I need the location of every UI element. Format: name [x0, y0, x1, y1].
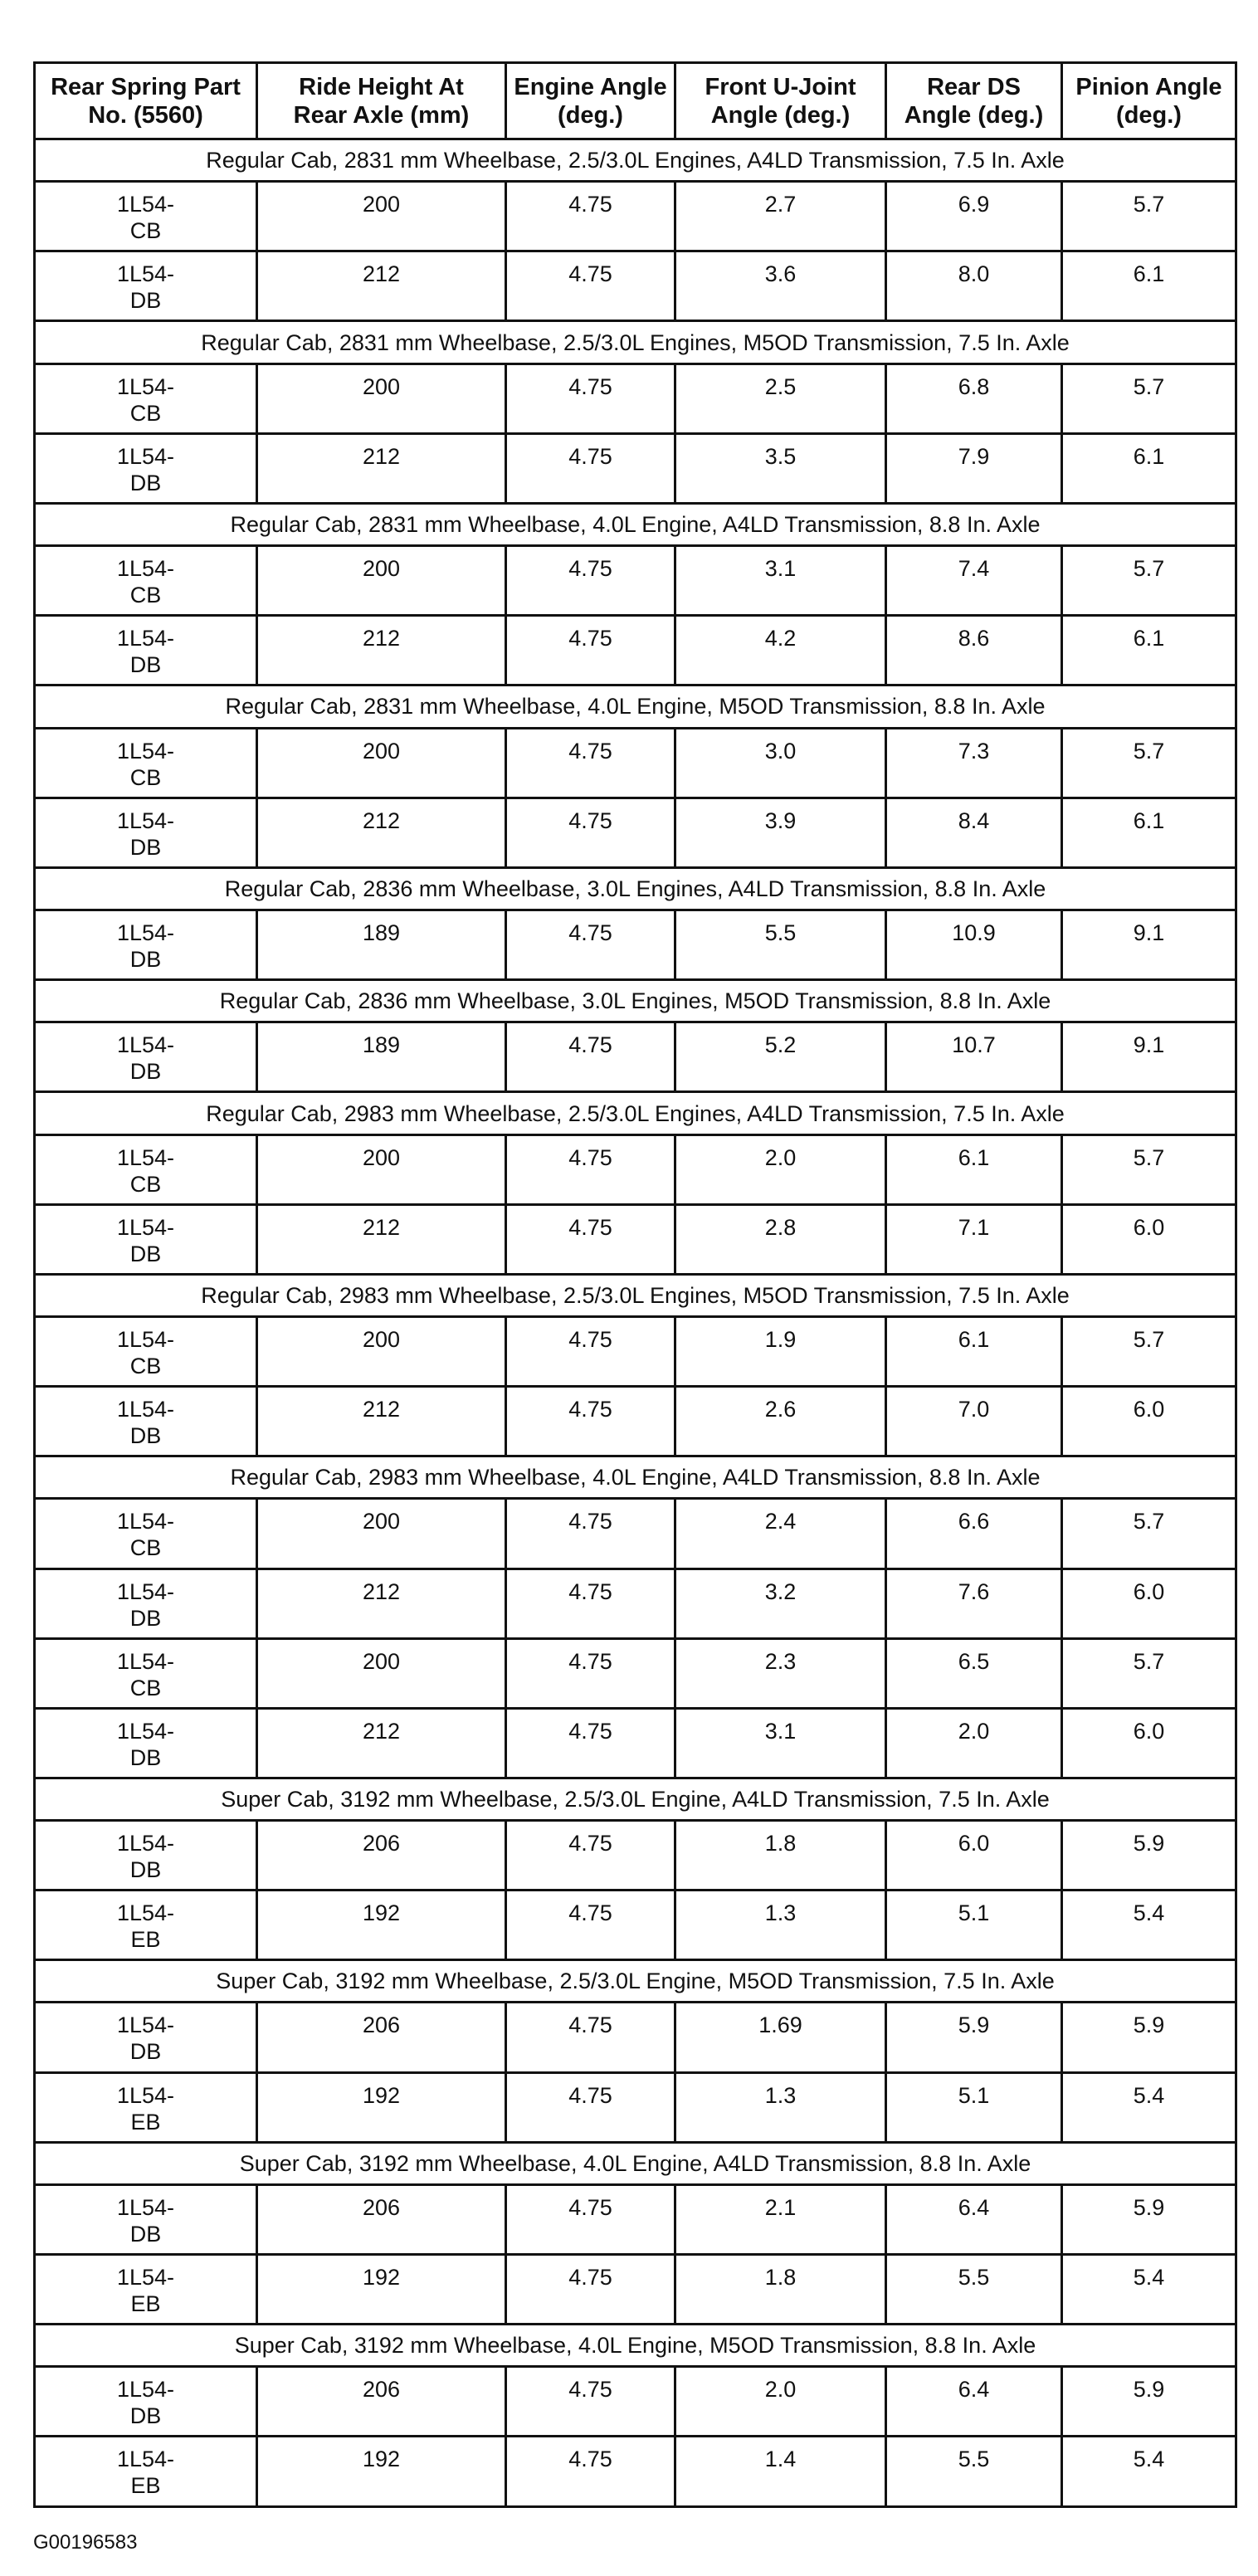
- cell-pinion: 5.7: [1062, 1317, 1236, 1387]
- cell-engine-angle: 4.75: [506, 1317, 675, 1387]
- cell-ride-height: 189: [257, 1022, 506, 1092]
- cell-engine-angle: 4.75: [506, 728, 675, 798]
- cell-pinion: 5.4: [1062, 2254, 1236, 2324]
- cell-ride-height: 192: [257, 2437, 506, 2507]
- cell-rear-ds: 10.7: [886, 1022, 1062, 1092]
- cell-spring-part: 1L54- DB: [35, 2003, 257, 2072]
- cell-front-ujoint: 2.6: [675, 1387, 886, 1456]
- cell-rear-ds: 5.9: [886, 2003, 1062, 2072]
- cell-spring-part: 1L54- CB: [35, 182, 257, 251]
- cell-front-ujoint: 1.3: [675, 1891, 886, 1960]
- cell-ride-height: 200: [257, 1499, 506, 1569]
- cell-spring-part: 1L54- EB: [35, 2072, 257, 2142]
- cell-pinion: 5.7: [1062, 546, 1236, 616]
- group-title: Regular Cab, 2983 mm Wheelbase, 2.5/3.0L Engines, M5OD Transmission, 7.5 In. Axle: [35, 1274, 1236, 1316]
- cell-rear-ds: 7.0: [886, 1387, 1062, 1456]
- cell-rear-ds: 8.6: [886, 616, 1062, 685]
- group-header-row: [35, 1778, 1236, 1820]
- cell-spring-part: 1L54- DB: [35, 1821, 257, 1891]
- cell-spring-part: 1L54- DB: [35, 616, 257, 685]
- group-header-row: [35, 1092, 1236, 1134]
- cell-ride-height: 206: [257, 1821, 506, 1891]
- figure-id: G00196583: [33, 2531, 138, 2554]
- cell-rear-ds: 6.4: [886, 2367, 1062, 2437]
- cell-engine-angle: 4.75: [506, 616, 675, 685]
- cell-pinion: 5.9: [1062, 2003, 1236, 2072]
- cell-front-ujoint: 2.1: [675, 2184, 886, 2254]
- table-row: [35, 1317, 1236, 1387]
- cell-engine-angle: 4.75: [506, 1638, 675, 1708]
- table-row: [35, 1891, 1236, 1960]
- cell-pinion: 5.4: [1062, 2437, 1236, 2507]
- group-header-row: [35, 2325, 1236, 2367]
- cell-spring-part: 1L54- DB: [35, 251, 257, 321]
- cell-engine-angle: 4.75: [506, 251, 675, 321]
- cell-rear-ds: 7.3: [886, 728, 1062, 798]
- cell-pinion: 6.0: [1062, 1204, 1236, 1274]
- cell-front-ujoint: 2.3: [675, 1638, 886, 1708]
- table-row: [35, 2003, 1236, 2072]
- table-row: [35, 251, 1236, 321]
- group-title: Regular Cab, 2831 mm Wheelbase, 2.5/3.0L Engines, M5OD Transmission, 7.5 In. Axle: [35, 321, 1236, 363]
- cell-engine-angle: 4.75: [506, 1569, 675, 1638]
- cell-spring-part: 1L54- DB: [35, 2367, 257, 2437]
- cell-ride-height: 212: [257, 1204, 506, 1274]
- cell-pinion: 5.9: [1062, 2184, 1236, 2254]
- cell-ride-height: 212: [257, 1387, 506, 1456]
- table-row: [35, 910, 1236, 979]
- cell-spring-part: 1L54- CB: [35, 728, 257, 798]
- cell-engine-angle: 4.75: [506, 182, 675, 251]
- table-row: [35, 1638, 1236, 1708]
- cell-pinion: 5.7: [1062, 1499, 1236, 1569]
- cell-engine-angle: 4.75: [506, 1134, 675, 1204]
- cell-rear-ds: 6.4: [886, 2184, 1062, 2254]
- cell-ride-height: 212: [257, 1569, 506, 1638]
- cell-engine-angle: 4.75: [506, 1499, 675, 1569]
- group-header-row: [35, 867, 1236, 910]
- cell-rear-ds: 5.1: [886, 1891, 1062, 1960]
- cell-ride-height: 212: [257, 798, 506, 867]
- table-row: [35, 433, 1236, 503]
- cell-spring-part: 1L54- DB: [35, 1022, 257, 1092]
- cell-engine-angle: 4.75: [506, 798, 675, 867]
- table-row: [35, 1708, 1236, 1778]
- cell-front-ujoint: 1.3: [675, 2072, 886, 2142]
- cell-rear-ds: 8.4: [886, 798, 1062, 867]
- cell-pinion: 5.7: [1062, 1134, 1236, 1204]
- cell-ride-height: 206: [257, 2367, 506, 2437]
- cell-rear-ds: 7.4: [886, 546, 1062, 616]
- col-header-rear-ds: Rear DS Angle (deg.): [886, 63, 1062, 139]
- table-row: [35, 1134, 1236, 1204]
- cell-rear-ds: 6.8: [886, 363, 1062, 433]
- table-row: [35, 2184, 1236, 2254]
- cell-rear-ds: 6.6: [886, 1499, 1062, 1569]
- cell-pinion: 5.9: [1062, 1821, 1236, 1891]
- cell-rear-ds: 8.0: [886, 251, 1062, 321]
- cell-spring-part: 1L54- DB: [35, 1569, 257, 1638]
- cell-front-ujoint: 2.0: [675, 1134, 886, 1204]
- cell-engine-angle: 4.75: [506, 1821, 675, 1891]
- group-header-row: [35, 685, 1236, 728]
- cell-engine-angle: 4.75: [506, 2072, 675, 2142]
- cell-front-ujoint: 3.2: [675, 1569, 886, 1638]
- cell-pinion: 6.0: [1062, 1708, 1236, 1778]
- cell-front-ujoint: 2.5: [675, 363, 886, 433]
- cell-pinion: 6.1: [1062, 798, 1236, 867]
- cell-ride-height: 200: [257, 182, 506, 251]
- cell-pinion: 9.1: [1062, 1022, 1236, 1092]
- group-title: Super Cab, 3192 mm Wheelbase, 4.0L Engine, M5OD Transmission, 8.8 In. Axle: [35, 2325, 1236, 2367]
- cell-spring-part: 1L54- EB: [35, 2254, 257, 2324]
- cell-ride-height: 200: [257, 728, 506, 798]
- cell-spring-part: 1L54- DB: [35, 910, 257, 979]
- cell-ride-height: 206: [257, 2003, 506, 2072]
- cell-front-ujoint: 4.2: [675, 616, 886, 685]
- cell-front-ujoint: 1.9: [675, 1317, 886, 1387]
- table-row: [35, 1821, 1236, 1891]
- cell-engine-angle: 4.75: [506, 546, 675, 616]
- cell-spring-part: 1L54- EB: [35, 1891, 257, 1960]
- cell-ride-height: 200: [257, 546, 506, 616]
- cell-spring-part: 1L54- DB: [35, 798, 257, 867]
- cell-engine-angle: 4.75: [506, 2367, 675, 2437]
- col-header-ride-height: Ride Height At Rear Axle (mm): [257, 63, 506, 139]
- cell-spring-part: 1L54- CB: [35, 546, 257, 616]
- col-header-pinion: Pinion Angle (deg.): [1062, 63, 1236, 139]
- cell-ride-height: 212: [257, 433, 506, 503]
- cell-pinion: 9.1: [1062, 910, 1236, 979]
- table-row: [35, 2072, 1236, 2142]
- cell-spring-part: 1L54- DB: [35, 1387, 257, 1456]
- cell-engine-angle: 4.75: [506, 2254, 675, 2324]
- cell-spring-part: 1L54- CB: [35, 1134, 257, 1204]
- cell-engine-angle: 4.75: [506, 1204, 675, 1274]
- cell-spring-part: 1L54- DB: [35, 1708, 257, 1778]
- cell-rear-ds: 5.5: [886, 2437, 1062, 2507]
- cell-front-ujoint: 2.8: [675, 1204, 886, 1274]
- cell-rear-ds: 7.6: [886, 1569, 1062, 1638]
- group-title: Super Cab, 3192 mm Wheelbase, 4.0L Engine, A4LD Transmission, 8.8 In. Axle: [35, 2142, 1236, 2184]
- cell-spring-part: 1L54- CB: [35, 1499, 257, 1569]
- cell-spring-part: 1L54- CB: [35, 363, 257, 433]
- group-title: Regular Cab, 2831 mm Wheelbase, 4.0L Engine, A4LD Transmission, 8.8 In. Axle: [35, 503, 1236, 545]
- cell-pinion: 5.7: [1062, 728, 1236, 798]
- group-title: Super Cab, 3192 mm Wheelbase, 2.5/3.0L Engine, M5OD Transmission, 7.5 In. Axle: [35, 1960, 1236, 2003]
- cell-front-ujoint: 3.5: [675, 433, 886, 503]
- cell-front-ujoint: 1.8: [675, 2254, 886, 2324]
- cell-pinion: 6.0: [1062, 1387, 1236, 1456]
- cell-front-ujoint: 1.4: [675, 2437, 886, 2507]
- cell-rear-ds: 7.1: [886, 1204, 1062, 1274]
- cell-front-ujoint: 5.2: [675, 1022, 886, 1092]
- cell-front-ujoint: 3.1: [675, 1708, 886, 1778]
- cell-front-ujoint: 3.9: [675, 798, 886, 867]
- group-title: Regular Cab, 2983 mm Wheelbase, 4.0L Engine, A4LD Transmission, 8.8 In. Axle: [35, 1456, 1236, 1499]
- group-title: Regular Cab, 2836 mm Wheelbase, 3.0L Engines, A4LD Transmission, 8.8 In. Axle: [35, 867, 1236, 910]
- cell-spring-part: 1L54- DB: [35, 1204, 257, 1274]
- cell-pinion: 6.1: [1062, 616, 1236, 685]
- col-header-front-ujoint: Front U-Joint Angle (deg.): [675, 63, 886, 139]
- cell-rear-ds: 6.1: [886, 1317, 1062, 1387]
- cell-engine-angle: 4.75: [506, 1708, 675, 1778]
- cell-ride-height: 192: [257, 2072, 506, 2142]
- cell-pinion: 6.0: [1062, 1569, 1236, 1638]
- group-title: Regular Cab, 2831 mm Wheelbase, 2.5/3.0L Engines, A4LD Transmission, 7.5 In. Axle: [35, 139, 1236, 182]
- cell-front-ujoint: 3.0: [675, 728, 886, 798]
- cell-engine-angle: 4.75: [506, 2184, 675, 2254]
- cell-pinion: 5.4: [1062, 1891, 1236, 1960]
- cell-pinion: 6.1: [1062, 433, 1236, 503]
- cell-engine-angle: 4.75: [506, 1022, 675, 1092]
- table-row: [35, 2437, 1236, 2507]
- cell-ride-height: 212: [257, 616, 506, 685]
- cell-rear-ds: 6.5: [886, 1638, 1062, 1708]
- cell-ride-height: 192: [257, 1891, 506, 1960]
- cell-ride-height: 189: [257, 910, 506, 979]
- cell-ride-height: 212: [257, 251, 506, 321]
- table-row: [35, 1387, 1236, 1456]
- group-header-row: [35, 980, 1236, 1022]
- table-row: [35, 798, 1236, 867]
- cell-ride-height: 200: [257, 1638, 506, 1708]
- table-row: [35, 1204, 1236, 1274]
- cell-pinion: 5.4: [1062, 2072, 1236, 2142]
- cell-ride-height: 192: [257, 2254, 506, 2324]
- group-header-row: [35, 1960, 1236, 2003]
- cell-spring-part: 1L54- DB: [35, 433, 257, 503]
- group-title: Regular Cab, 2836 mm Wheelbase, 3.0L Engines, M5OD Transmission, 8.8 In. Axle: [35, 980, 1236, 1022]
- cell-ride-height: 200: [257, 1317, 506, 1387]
- table-row: [35, 1569, 1236, 1638]
- cell-front-ujoint: 2.7: [675, 182, 886, 251]
- cell-front-ujoint: 3.6: [675, 251, 886, 321]
- cell-front-ujoint: 1.8: [675, 1821, 886, 1891]
- cell-rear-ds: 6.9: [886, 182, 1062, 251]
- cell-rear-ds: 10.9: [886, 910, 1062, 979]
- cell-rear-ds: 6.0: [886, 1821, 1062, 1891]
- cell-engine-angle: 4.75: [506, 2437, 675, 2507]
- group-header-row: [35, 139, 1236, 182]
- cell-rear-ds: 5.5: [886, 2254, 1062, 2324]
- cell-front-ujoint: 2.0: [675, 2367, 886, 2437]
- cell-front-ujoint: 3.1: [675, 546, 886, 616]
- cell-rear-ds: 6.1: [886, 1134, 1062, 1204]
- group-header-row: [35, 1456, 1236, 1499]
- table-row: [35, 182, 1236, 251]
- cell-ride-height: 212: [257, 1708, 506, 1778]
- cell-ride-height: 206: [257, 2184, 506, 2254]
- cell-pinion: 6.1: [1062, 251, 1236, 321]
- cell-engine-angle: 4.75: [506, 2003, 675, 2072]
- cell-pinion: 5.7: [1062, 363, 1236, 433]
- col-header-engine-angle: Engine Angle (deg.): [506, 63, 675, 139]
- cell-spring-part: 1L54- DB: [35, 2184, 257, 2254]
- cell-engine-angle: 4.75: [506, 433, 675, 503]
- table-row: [35, 2254, 1236, 2324]
- cell-spring-part: 1L54- EB: [35, 2437, 257, 2507]
- group-header-row: [35, 1274, 1236, 1316]
- cell-spring-part: 1L54- CB: [35, 1317, 257, 1387]
- cell-engine-angle: 4.75: [506, 910, 675, 979]
- group-title: Regular Cab, 2831 mm Wheelbase, 4.0L Engine, M5OD Transmission, 8.8 In. Axle: [35, 685, 1236, 728]
- cell-rear-ds: 2.0: [886, 1708, 1062, 1778]
- group-title: Regular Cab, 2983 mm Wheelbase, 2.5/3.0L Engines, A4LD Transmission, 7.5 In. Axle: [35, 1092, 1236, 1134]
- cell-engine-angle: 4.75: [506, 1891, 675, 1960]
- cell-pinion: 5.7: [1062, 182, 1236, 251]
- spec-table: [33, 61, 1237, 2508]
- group-title: Super Cab, 3192 mm Wheelbase, 2.5/3.0L Engine, A4LD Transmission, 7.5 In. Axle: [35, 1778, 1236, 1820]
- cell-front-ujoint: 2.4: [675, 1499, 886, 1569]
- cell-pinion: 5.7: [1062, 1638, 1236, 1708]
- table-row: [35, 616, 1236, 685]
- group-header-row: [35, 2142, 1236, 2184]
- table-row: [35, 363, 1236, 433]
- group-header-row: [35, 503, 1236, 545]
- cell-pinion: 5.9: [1062, 2367, 1236, 2437]
- header-row: [35, 63, 1236, 139]
- cell-engine-angle: 4.75: [506, 363, 675, 433]
- cell-ride-height: 200: [257, 363, 506, 433]
- cell-rear-ds: 5.1: [886, 2072, 1062, 2142]
- table-row: [35, 1499, 1236, 1569]
- table-row: [35, 728, 1236, 798]
- cell-engine-angle: 4.75: [506, 1387, 675, 1456]
- table-row: [35, 1022, 1236, 1092]
- table-row: [35, 546, 1236, 616]
- cell-rear-ds: 7.9: [886, 433, 1062, 503]
- cell-spring-part: 1L54- CB: [35, 1638, 257, 1708]
- cell-front-ujoint: 5.5: [675, 910, 886, 979]
- cell-ride-height: 200: [257, 1134, 506, 1204]
- cell-front-ujoint: 1.69: [675, 2003, 886, 2072]
- table-row: [35, 2367, 1236, 2437]
- group-header-row: [35, 321, 1236, 363]
- col-header-spring-part: Rear Spring Part No. (5560): [35, 63, 257, 139]
